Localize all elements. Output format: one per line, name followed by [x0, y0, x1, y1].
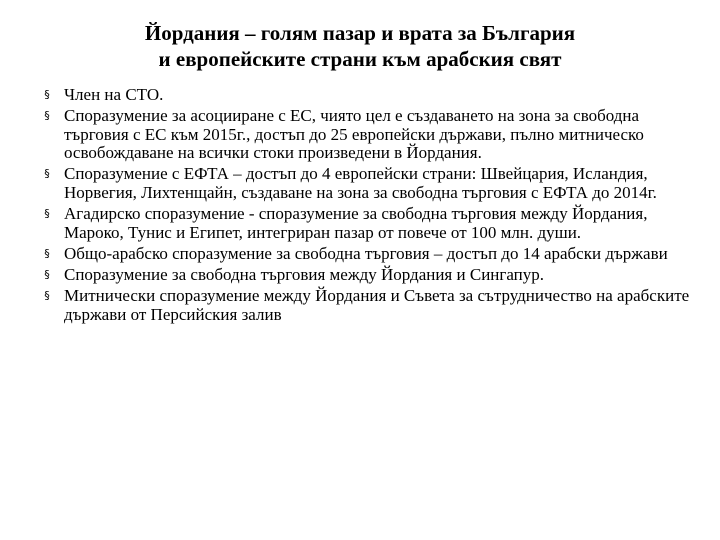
bullet-item-gcc: [40, 287, 695, 324]
bullet-section-icon: §: [44, 267, 50, 281]
bullet-text: Агадирско споразумение - споразумение за свободна търговия между Йордания, Мароко, Тунис и Египет, интегриран пазар от повече от 100 млн. души.: [64, 204, 648, 242]
bullet-text: Митнически споразумение между Йордания и Съвета за сътрудничество на арабските държави от Персийския залив: [64, 285, 690, 324]
bullet-section-icon: §: [44, 288, 50, 302]
bullet-text: Споразумение с ЕФТА – достъп до 4 европейски страни: Швейцария, Исландия, Норвегия, Лихтенщайн, създаване на зона за свободна търговия с ЕФТА до 2014г.: [64, 164, 657, 202]
slide-title-line-2: и европейските страни към арабския свят: [158, 47, 562, 71]
bullet-list: [40, 86, 695, 327]
bullet-section-icon: §: [44, 207, 50, 221]
bullet-section-icon: §: [44, 246, 50, 260]
bullet-item-agadir: [40, 205, 695, 242]
bullet-text: Споразумение за свободна търговия между Йордания и Сингапур.: [64, 264, 545, 284]
bullet-item-pan-arab: [40, 245, 695, 264]
bullet-text: Член на СТО.: [64, 85, 164, 104]
bullet-section-icon: §: [44, 109, 50, 123]
bullet-section-icon: §: [44, 88, 50, 101]
bullet-text: Споразумение за асоцииране с ЕС, чиято цел е създаването на зона за свободна търговия с ЕС към 2015г., достъп до 25 европейски държави, пълно митническо освобождаване на всички стоки произведени в Йордания.: [64, 106, 644, 163]
bullet-section-icon: §: [44, 167, 50, 181]
bullet-text: Общо-арабско споразумение за свободна търговия – достъп до 14 арабски държави: [64, 243, 668, 263]
bullet-item-singapore: [40, 266, 695, 285]
slide-title-line-1: Йордания – голям пазар и врата за България: [144, 21, 576, 45]
bullet-item-wto: [40, 86, 695, 105]
bullet-item-efta: [40, 165, 695, 202]
bullet-item-eu-association: [40, 107, 695, 163]
slide-title: [40, 20, 680, 72]
